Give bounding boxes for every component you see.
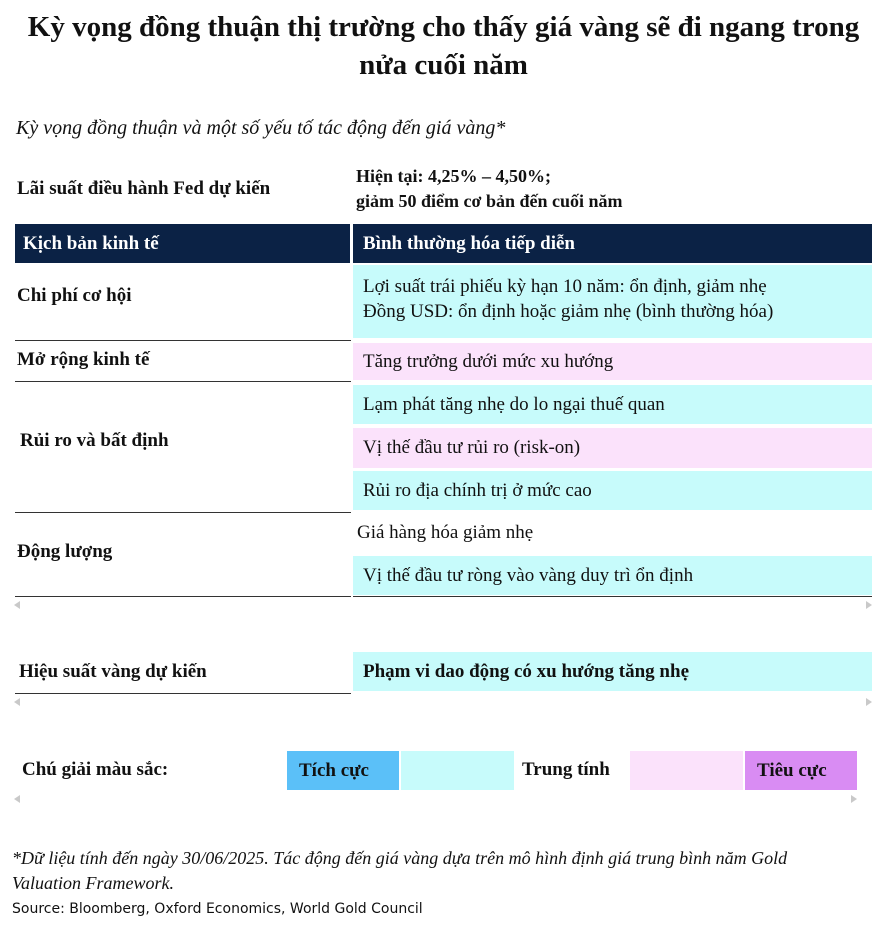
opportunity-cost-item: Đồng USD: ổn định hoặc giảm nhẹ (bình thường hóa) — [363, 301, 774, 322]
scroll-right-arrow-icon[interactable] — [866, 601, 872, 609]
row-divider — [353, 596, 872, 597]
scroll-left-arrow-icon[interactable] — [14, 601, 20, 609]
table-horizontal-scrollbar[interactable] — [14, 601, 872, 613]
performance-label: Hiệu suất vàng dự kiến — [19, 661, 207, 682]
row-label-economic-expansion: Mở rộng kinh tế — [17, 349, 150, 370]
legend-neutral-label: Trung tính — [522, 759, 610, 780]
legend-positive-light-swatch — [401, 751, 514, 790]
header-scenario-value: Bình thường hóa tiếp diễn — [353, 224, 872, 263]
header-scenario-label: Kịch bản kinh tế — [15, 224, 350, 263]
fed-rate-value — [356, 164, 622, 214]
row-label-momentum: Động lượng — [17, 541, 113, 562]
cell-opportunity-cost — [353, 265, 872, 338]
legend-label: Chú giải màu sắc: — [22, 759, 169, 780]
cell-geopolitical-risk: Rủi ro địa chính trị ở mức cao — [353, 471, 872, 510]
page-title: Kỳ vọng đồng thuận thị trường cho thấy giá vàng sẽ đi ngang trong nửa cuối năm — [27, 11, 860, 81]
scroll-left-arrow-icon[interactable] — [14, 698, 20, 706]
opportunity-cost-item: Lợi suất trái phiếu kỳ hạn 10 năm: ổn định, giảm nhẹ — [363, 276, 767, 297]
cell-net-positioning: Vị thế đầu tư ròng vào vàng duy trì ổn định — [353, 556, 872, 595]
row-divider — [15, 381, 351, 382]
table-subtitle: Kỳ vọng đồng thuận và một số yếu tố tác động đến giá vàng* — [16, 117, 506, 139]
legend-positive-swatch: Tích cực — [287, 751, 399, 790]
scroll-left-arrow-icon[interactable] — [14, 795, 20, 803]
row-divider — [15, 340, 351, 341]
legend-negative-swatch: Tiêu cực — [745, 751, 857, 790]
performance-value: Phạm vi dao động có xu hướng tăng nhẹ — [353, 652, 872, 691]
row-label-opportunity-cost: Chi phí cơ hội — [17, 285, 132, 306]
scroll-right-arrow-icon[interactable] — [851, 795, 857, 803]
row-divider — [15, 512, 351, 513]
fed-rate-label: Lãi suất điều hành Fed dự kiến — [17, 178, 271, 199]
fed-rate-value-line2: giảm 50 điểm cơ bản đến cuối năm — [356, 191, 623, 211]
row-divider — [15, 693, 351, 694]
source-note: Source: Bloomberg, Oxford Economics, World Gold Council — [12, 901, 423, 917]
cell-commodity-prices: Giá hàng hóa giảm nhẹ — [357, 522, 534, 543]
legend-horizontal-scrollbar[interactable] — [14, 795, 857, 807]
fed-rate-value-line1: Hiện tại: 4,25% – 4,50%; — [356, 166, 551, 186]
performance-horizontal-scrollbar[interactable] — [14, 698, 872, 710]
cell-risk-on-positioning: Vị thế đầu tư rủi ro (risk-on) — [353, 428, 872, 468]
row-divider — [15, 596, 351, 597]
row-label-risk-uncertainty: Rủi ro và bất định — [20, 430, 169, 451]
scroll-right-arrow-icon[interactable] — [866, 698, 872, 706]
legend-negative-light-swatch — [630, 751, 743, 790]
cell-risk-inflation: Lạm phát tăng nhẹ do lo ngại thuế quan — [353, 385, 872, 424]
footnote: *Dữ liệu tính đến ngày 30/06/2025. Tác động đến giá vàng dựa trên mô hình định giá trung bình năm Gold Valuation Framework. — [12, 848, 788, 893]
cell-economic-expansion: Tăng trưởng dưới mức xu hướng — [353, 343, 872, 380]
